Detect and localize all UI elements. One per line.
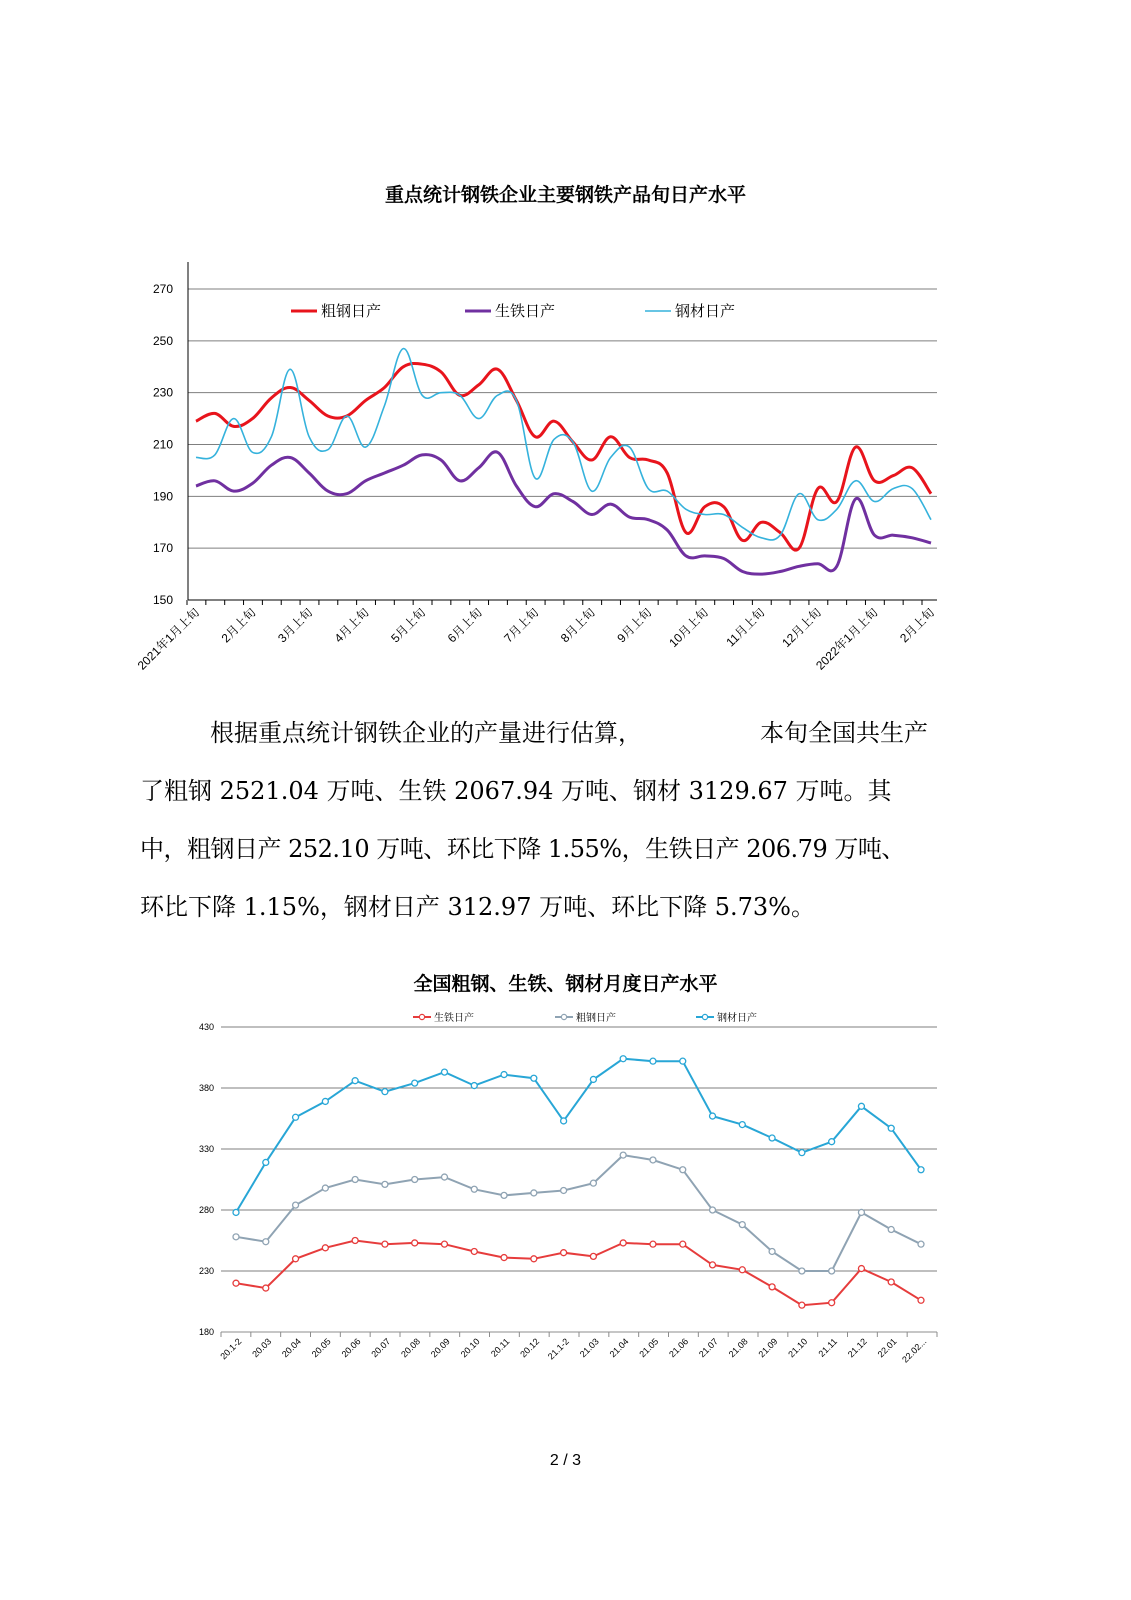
- x-tick-label: 22.02...: [900, 1336, 929, 1365]
- series-marker: [352, 1238, 358, 1244]
- series-marker: [918, 1241, 924, 1247]
- series-marker: [650, 1157, 656, 1163]
- series-marker: [799, 1150, 805, 1156]
- series-marker: [918, 1297, 924, 1303]
- x-tick-label: 20.08: [399, 1336, 423, 1360]
- x-tick-label: 2月上旬: [897, 605, 938, 646]
- x-tick-label: 11月上旬: [723, 605, 768, 650]
- x-tick-label: 10月上旬: [666, 605, 711, 651]
- series-marker: [769, 1248, 775, 1254]
- y-tick-label: 330: [198, 1144, 214, 1154]
- series-marker: [710, 1262, 716, 1268]
- x-tick-label: 20.05: [309, 1336, 333, 1360]
- y-tick-label: 270: [152, 282, 173, 296]
- legend-marker-3: [702, 1014, 707, 1019]
- series-marker: [233, 1209, 239, 1215]
- x-tick-label: 8月上旬: [557, 605, 598, 646]
- series-marker: [680, 1241, 686, 1247]
- y-tick-label: 150: [152, 593, 173, 607]
- series-marker: [799, 1302, 805, 1308]
- series-marker: [680, 1167, 686, 1173]
- series-marker: [858, 1266, 864, 1272]
- series-marker: [352, 1078, 358, 1084]
- series-marker: [769, 1284, 775, 1290]
- series-marker: [412, 1080, 418, 1086]
- x-tick-label: 21.1-2: [545, 1336, 572, 1362]
- y-tick-label: 170: [152, 541, 173, 556]
- x-tick-label: 20.06: [339, 1336, 363, 1360]
- x-tick-label: 7月上旬: [501, 605, 542, 646]
- x-tick-label: 9月上旬: [614, 605, 655, 646]
- chart1-title: 重点统计钢铁企业主要钢铁产品旬日产水平: [384, 184, 746, 206]
- paragraph-line-1a: 根据重点统计钢铁企业的产量进行估算，: [210, 719, 642, 747]
- y-tick-label: 180: [198, 1327, 214, 1337]
- x-tick-label: 20.12: [518, 1336, 542, 1360]
- series-marker: [739, 1122, 745, 1128]
- x-tick-label: 2021年1月上旬: [134, 605, 203, 673]
- chart2-legend: [413, 1011, 757, 1024]
- series-marker: [263, 1239, 269, 1245]
- series-marker: [293, 1202, 299, 1208]
- series-marker: [441, 1241, 447, 1247]
- series-marker: [561, 1250, 567, 1256]
- x-tick-label: 3月上旬: [275, 605, 316, 646]
- series-marker: [322, 1245, 328, 1251]
- series-marker: [352, 1177, 358, 1183]
- series-marker: [322, 1098, 328, 1104]
- series-marker: [382, 1089, 388, 1095]
- chart2-y-tick-labels: [199, 1022, 214, 1337]
- series-marker: [858, 1103, 864, 1109]
- series-marker: [829, 1268, 835, 1274]
- x-tick-label: 6月上旬: [444, 605, 485, 646]
- paragraph-line-4: 环比下降 1.15%，钢材日产 312.97 万吨、环比下降 5.73%。: [140, 893, 815, 921]
- series-marker: [263, 1285, 269, 1291]
- x-tick-label: 20.10: [458, 1336, 482, 1360]
- series-marker: [471, 1248, 477, 1254]
- series-marker: [233, 1280, 239, 1286]
- series-marker: [769, 1135, 775, 1141]
- series-marker: [293, 1114, 299, 1120]
- series-marker: [412, 1177, 418, 1183]
- x-tick-label: 21.06: [667, 1336, 691, 1360]
- x-tick-label: 12月上旬: [779, 605, 825, 651]
- y-tick-label: 380: [198, 1083, 214, 1093]
- series-marker: [471, 1083, 477, 1089]
- series-marker: [620, 1152, 626, 1158]
- series-marker: [829, 1300, 835, 1306]
- chart2-axes: [221, 1332, 937, 1337]
- legend-label-3: 钢材日产: [675, 302, 736, 320]
- series-marker: [620, 1056, 626, 1062]
- series-marker: [293, 1256, 299, 1262]
- x-tick-label: 21.09: [756, 1336, 780, 1360]
- series-marker: [858, 1209, 864, 1215]
- x-tick-label: 20.04: [279, 1336, 303, 1360]
- x-tick-label: 2022年1月上旬: [813, 605, 881, 673]
- series-marker: [590, 1076, 596, 1082]
- y-tick-label: 210: [152, 437, 173, 452]
- x-tick-label: 20.07: [369, 1336, 393, 1360]
- series-marker: [233, 1234, 239, 1240]
- series-marker: [322, 1185, 328, 1191]
- legend-marker-2: [561, 1014, 566, 1019]
- series-marker: [382, 1181, 388, 1187]
- series-marker: [263, 1159, 269, 1165]
- series-line-3: [236, 1059, 921, 1213]
- series-marker: [561, 1187, 567, 1193]
- series-marker: [650, 1241, 656, 1247]
- x-tick-label: 2月上旬: [218, 605, 259, 646]
- x-tick-label: 20.11: [488, 1336, 512, 1359]
- series-marker: [590, 1253, 596, 1259]
- y-tick-label: 230: [152, 385, 173, 400]
- x-tick-label: 21.08: [726, 1336, 750, 1360]
- series-marker: [531, 1075, 537, 1081]
- x-tick-label: 5月上旬: [388, 605, 429, 646]
- series-marker: [382, 1241, 388, 1247]
- series-marker: [620, 1240, 626, 1246]
- series-marker: [501, 1072, 507, 1078]
- series-marker: [650, 1058, 656, 1064]
- series-marker: [888, 1125, 894, 1131]
- y-tick-label: 230: [198, 1266, 214, 1276]
- x-tick-label: 21.03: [577, 1336, 601, 1360]
- x-tick-label: 21.07: [696, 1336, 720, 1360]
- paragraph-line-1b: 本旬全国共生产: [760, 719, 928, 747]
- x-tick-label: 20.1-2: [218, 1336, 244, 1362]
- series-marker: [441, 1069, 447, 1075]
- series-marker: [501, 1255, 507, 1261]
- x-tick-label: 21.11: [816, 1336, 840, 1359]
- series-marker: [561, 1118, 567, 1124]
- series-marker: [501, 1192, 507, 1198]
- chart2-x-tick-labels: [218, 1336, 928, 1364]
- legend-marker-1: [419, 1014, 424, 1019]
- y-tick-label: 430: [198, 1022, 214, 1032]
- series-marker: [710, 1113, 716, 1119]
- paragraph-line-3: 中，粗钢日产 252.10 万吨、环比下降 1.55%，生铁日产 206.79 万吨、: [140, 835, 905, 863]
- series-marker: [412, 1240, 418, 1246]
- series-marker: [710, 1207, 716, 1213]
- y-tick-label: 250: [152, 333, 173, 348]
- series-marker: [531, 1190, 537, 1196]
- series-marker: [680, 1058, 686, 1064]
- page-number: 2 / 3: [549, 1452, 582, 1469]
- series-marker: [888, 1279, 894, 1285]
- x-tick-label: 21.12: [845, 1336, 869, 1360]
- x-tick-label: 4月上旬: [331, 605, 372, 646]
- chart2-title: 全国粗钢、生铁、钢材月度日产水平: [413, 973, 718, 995]
- legend-label-2: 生铁日产: [495, 302, 556, 320]
- series-marker: [471, 1186, 477, 1192]
- y-tick-label: 190: [152, 489, 173, 504]
- legend-label-1: 生铁日产: [434, 1013, 474, 1024]
- x-tick-label: 20.09: [428, 1336, 452, 1360]
- series-marker: [531, 1256, 537, 1262]
- series-marker: [918, 1167, 924, 1173]
- legend-label-2: 粗钢日产: [576, 1013, 616, 1024]
- series-line-1: [236, 1241, 921, 1306]
- series-marker: [590, 1180, 596, 1186]
- series-marker: [888, 1227, 894, 1233]
- series-marker: [799, 1268, 805, 1274]
- x-tick-label: 21.05: [637, 1336, 661, 1360]
- series-marker: [829, 1139, 835, 1145]
- paragraph-line-2: 了粗钢 2521.04 万吨、生铁 2067.94 万吨、钢材 3129.67 万吨。其: [140, 777, 892, 805]
- series-marker: [441, 1174, 447, 1180]
- chart2-gridlines: [221, 1027, 937, 1271]
- x-tick-label: 21.10: [786, 1336, 810, 1360]
- x-tick-label: 20.03: [250, 1336, 274, 1360]
- legend-label-3: 钢材日产: [717, 1013, 757, 1024]
- x-tick-label: 21.04: [607, 1336, 631, 1360]
- y-tick-label: 280: [198, 1205, 214, 1215]
- series-marker: [739, 1222, 745, 1228]
- chart2-series: [233, 1056, 924, 1308]
- x-tick-label: 22.01: [875, 1336, 899, 1360]
- legend-label-1: 粗钢日产: [321, 302, 382, 320]
- series-marker: [739, 1267, 745, 1273]
